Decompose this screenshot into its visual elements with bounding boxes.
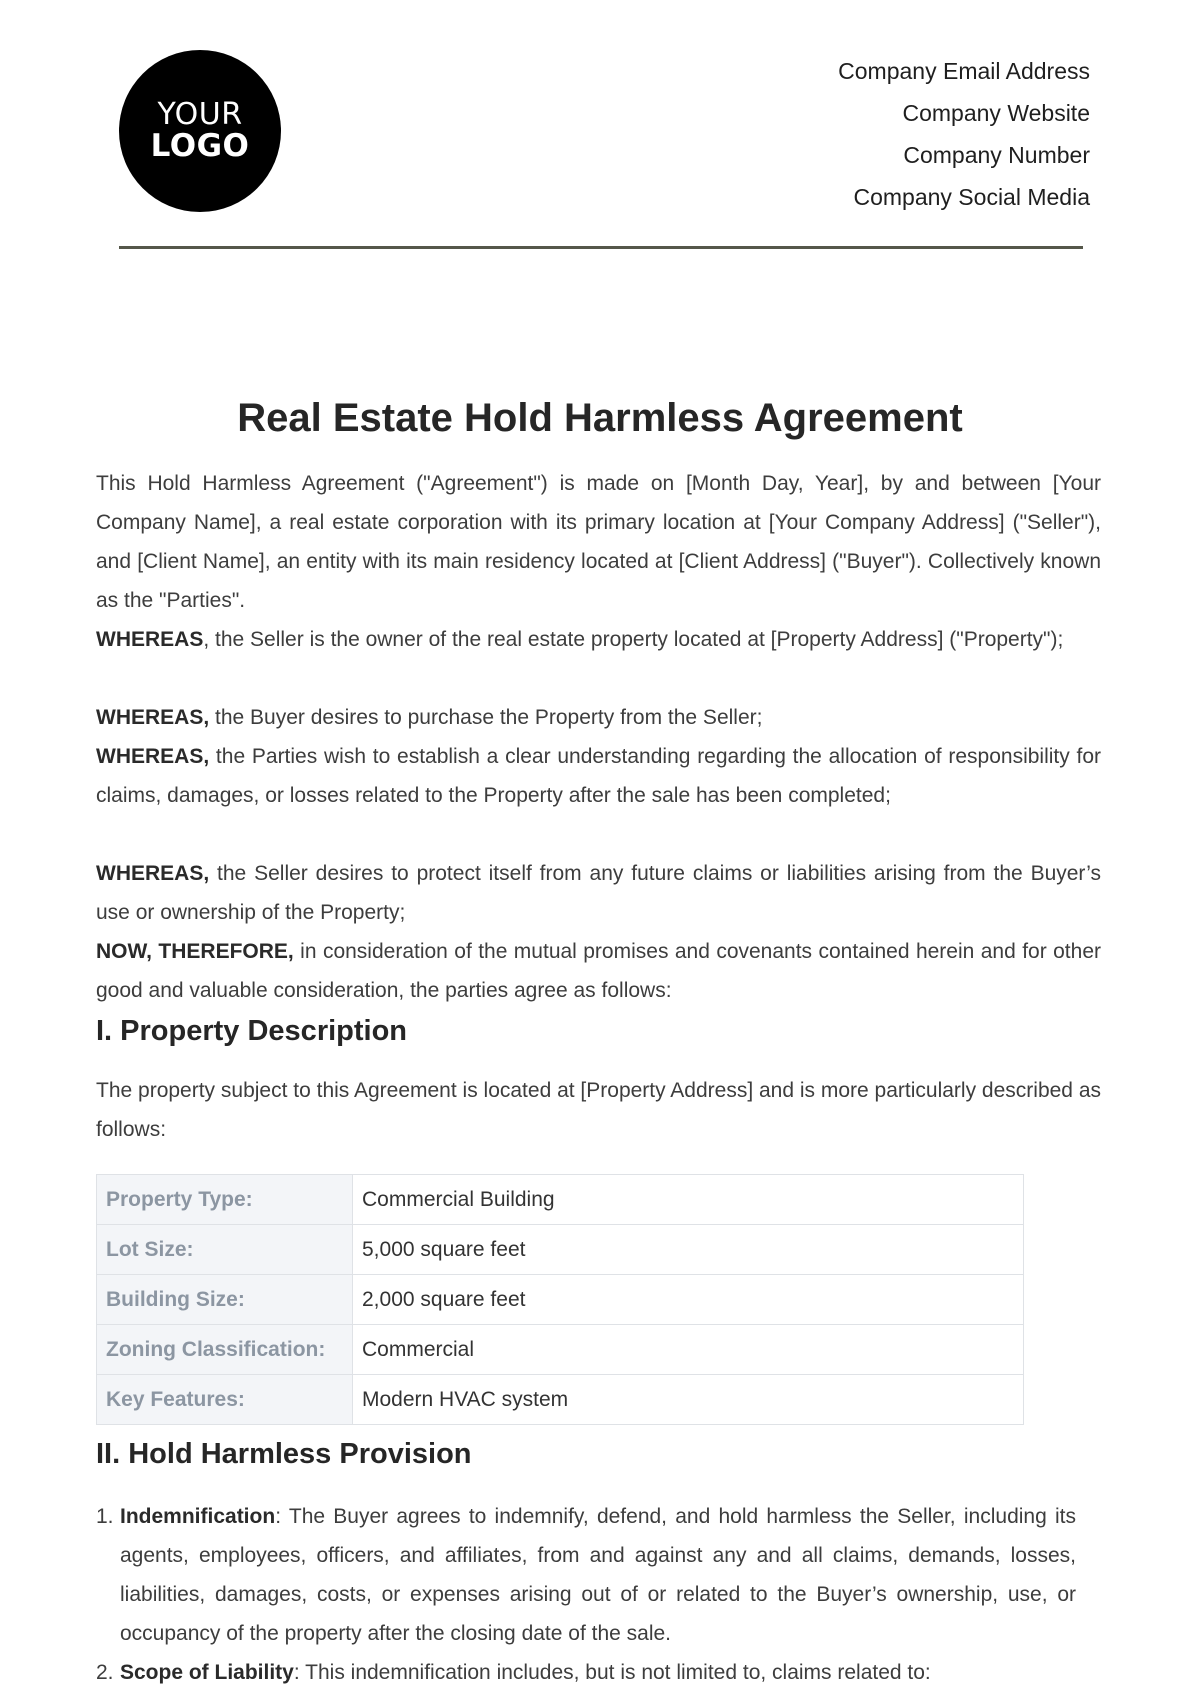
recital-text: the Seller desires to protect itself from any future claims or liabilities arising from the Buyer’s use or ownership of the Property;: [96, 862, 1101, 924]
recital-text: the Buyer desires to purchase the Property from the Seller;: [209, 706, 763, 729]
list-item-lead: Scope of Liability: [120, 1661, 294, 1684]
header-divider: [119, 246, 1083, 249]
therefore-text: in consideration of the mutual promises and covenants contained herein and for other good and valuable consideration, the parties agree as follows:: [96, 940, 1101, 1002]
table-row: [97, 1175, 1024, 1225]
property-description-paragraph: The property subject to this Agreement is located at [Property Address] and is more particularly described as follows:: [96, 1079, 1101, 1141]
company-website: Company Website: [902, 100, 1090, 126]
logo-line-1: YOUR: [157, 96, 243, 132]
recital-paragraph: [96, 620, 1101, 659]
table-row: [97, 1275, 1024, 1325]
table-label-cell: Zoning Classification:: [97, 1325, 353, 1375]
section-heading-hold-harmless-provision: II. Hold Harmless Provision: [96, 1438, 472, 1470]
list-item-number: 1.: [96, 1505, 114, 1528]
logo-line-2: LOGO: [150, 128, 250, 165]
company-social-media: Company Social Media: [853, 184, 1090, 210]
section-heading-property-description: I. Property Description: [96, 1015, 408, 1047]
list-item-text: : The Buyer agrees to indemnify, defend, and hold harmless the Seller, including its agents, employees, officers, and affiliates, from and against any and all claims, demands, losses, liabilities, damages, costs, or expenses arising out of or related to the Buyer’s ownership, use, or occupancy of the property after the closing date of the sale.: [120, 1505, 1076, 1645]
recital-text: the Parties wish to establish a clear understanding regarding the allocation of responsibility for claims, damages, or losses related to the Property after the sale has been completed;: [96, 745, 1101, 807]
recital-paragraph: [96, 854, 1101, 932]
document-title: Real Estate Hold Harmless Agreement: [237, 396, 963, 440]
recital-paragraph: [96, 698, 1101, 737]
table-row: [97, 1325, 1024, 1375]
recital-text: , the Seller is the owner of the real estate property located at [Property Address] ("Property");: [203, 628, 1064, 651]
therefore-lead: NOW, THEREFORE,: [96, 940, 294, 963]
table-value-cell: 5,000 square feet: [353, 1225, 1024, 1275]
list-item-lead: Indemnification: [120, 1505, 276, 1528]
property-details-table: [96, 1174, 1024, 1425]
table-label-cell: Property Type:: [97, 1175, 353, 1225]
company-contact-block: [838, 50, 1090, 218]
recital-lead: WHEREAS,: [96, 862, 210, 885]
table-row: [97, 1375, 1024, 1425]
provisions-list: [96, 1497, 1076, 1692]
table-value-cell: Modern HVAC system: [353, 1375, 1024, 1425]
table-label-cell: Key Features:: [97, 1375, 353, 1425]
company-email: Company Email Address: [838, 58, 1090, 84]
company-number: Company Number: [903, 142, 1090, 168]
recital-lead: WHEREAS,: [96, 706, 210, 729]
intro-paragraph: This Hold Harmless Agreement ("Agreement") is made on [Month Day, Year], by and between [Your Company Name], a real estate corporation with its primary location at [Your Company Address] ("Seller"), and [Client Name], an entity with its main residency located at [Client Address] ("Buyer"). Collectively known as the "Parties".: [96, 472, 1101, 612]
list-item-number: 2.: [96, 1661, 114, 1684]
table-row: [97, 1225, 1024, 1275]
table-value-cell: Commercial: [353, 1325, 1024, 1375]
table-label-cell: Lot Size:: [97, 1225, 353, 1275]
list-item: [96, 1653, 1076, 1692]
list-item: [96, 1497, 1076, 1653]
table-label-cell: Building Size:: [97, 1275, 353, 1325]
list-item-text: : This indemnification includes, but is not limited to, claims related to:: [293, 1661, 931, 1684]
recital-paragraph: [96, 737, 1101, 815]
recital-lead: WHEREAS,: [96, 745, 210, 768]
therefore-paragraph: [96, 932, 1101, 1010]
table-value-cell: Commercial Building: [353, 1175, 1024, 1225]
company-logo: [119, 50, 281, 212]
table-value-cell: 2,000 square feet: [353, 1275, 1024, 1325]
recital-lead: WHEREAS: [96, 628, 204, 651]
